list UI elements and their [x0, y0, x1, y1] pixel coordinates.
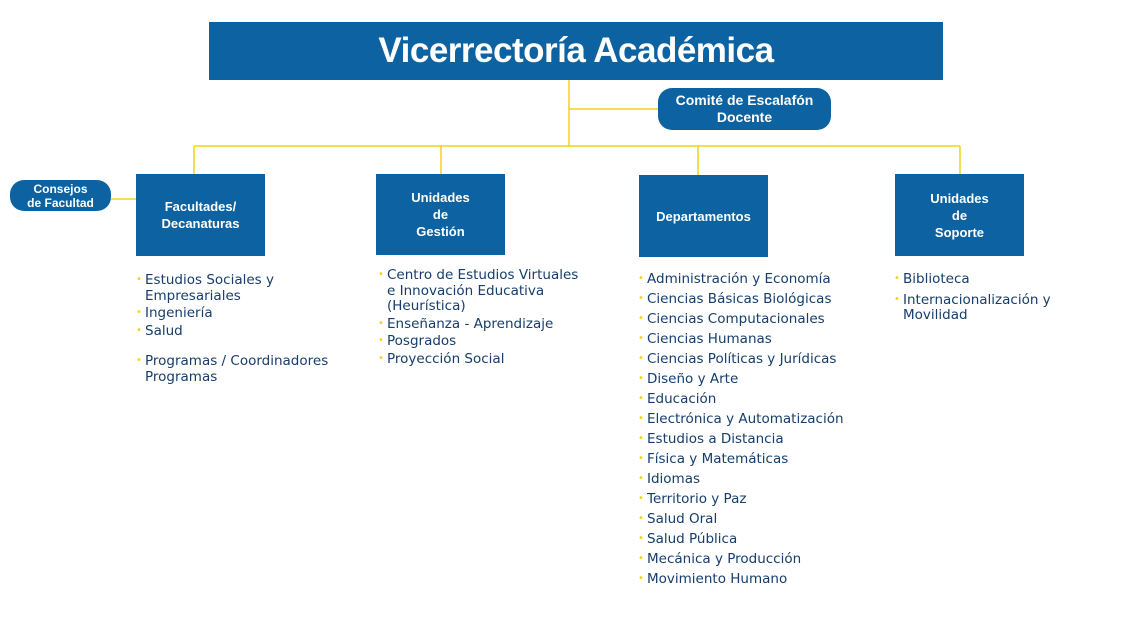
bullet-icon: • — [638, 313, 644, 324]
comite-escalafon-node: Comité de Escalafón Docente — [658, 88, 831, 130]
bullet-icon: • — [638, 553, 644, 564]
list-item — [638, 372, 868, 388]
list-item — [378, 268, 588, 315]
list-item-label: Idiomas — [647, 471, 701, 487]
bullet-icon: • — [378, 269, 384, 280]
list-item-label: Biblioteca — [903, 271, 970, 287]
list-item-label: Posgrados — [387, 333, 457, 349]
list-item — [136, 306, 336, 322]
facultades-list — [136, 273, 336, 387]
list-item-label: Administración y Economía — [647, 271, 831, 287]
bullet-icon: • — [638, 393, 644, 404]
list-item-label: Enseñanza - Aprendizaje — [387, 315, 554, 332]
bullet-icon: • — [638, 333, 644, 344]
list-item — [638, 472, 868, 488]
bullet-icon: • — [136, 307, 142, 318]
list-item — [378, 352, 588, 368]
bullet-icon: • — [638, 453, 644, 464]
consejos-facultad-node: Consejos de Facultad — [10, 180, 111, 211]
bullet-icon: • — [638, 413, 644, 424]
list-item — [638, 392, 868, 408]
list-item-label: Ciencias Humanas — [647, 331, 772, 347]
bullet-icon: • — [894, 293, 900, 305]
unidades-gestion-node: Unidades de Gestión — [376, 174, 505, 255]
bullet-icon: • — [638, 533, 644, 544]
list-item-label: Ciencias Computacionales — [647, 311, 825, 327]
bullet-icon: • — [638, 573, 644, 584]
list-item — [894, 293, 1094, 324]
list-item — [378, 317, 588, 333]
list-item-label: Estudios a Distancia — [647, 431, 784, 447]
list-item-label: Salud Oral — [647, 511, 718, 527]
list-item — [894, 272, 1094, 288]
list-item-label: Ciencias Políticas y Jurídicas — [647, 351, 837, 367]
bullet-icon: • — [638, 513, 644, 524]
list-item — [638, 452, 868, 468]
list-item-label: Estudios Sociales y Empresariales — [145, 272, 274, 304]
bullet-icon: • — [136, 355, 142, 366]
bullet-icon: • — [378, 352, 384, 364]
list-item — [638, 512, 868, 528]
list-item — [638, 312, 868, 328]
list-item-label: Ingeniería — [145, 305, 213, 321]
unidades-soporte-node: Unidades de Soporte — [895, 174, 1024, 256]
facultades-node: Facultades/ Decanaturas — [136, 174, 265, 256]
unidades-gestion-list — [378, 268, 588, 369]
list-item-label: Proyección Social — [387, 350, 505, 367]
list-item — [638, 352, 868, 368]
unidades-soporte-list — [894, 272, 1094, 329]
list-item — [638, 552, 868, 568]
list-item-label: Movimiento Humano — [647, 571, 788, 587]
departamentos-node: Departamentos — [639, 175, 768, 257]
bullet-icon: • — [136, 274, 142, 285]
list-item-label: Territorio y Paz — [647, 491, 747, 507]
bullet-icon: • — [638, 293, 644, 304]
list-item — [638, 412, 868, 428]
list-item-label: Programas / Coordinadores Programas — [145, 353, 329, 385]
bullet-icon: • — [136, 324, 142, 336]
departamentos-list — [638, 272, 868, 592]
list-item-label: Ciencias Básicas Biológicas — [647, 291, 832, 307]
bullet-icon: • — [638, 273, 644, 284]
list-item — [638, 572, 868, 588]
vicerrectoria-title: Vicerrectoría Académica — [209, 22, 943, 80]
list-item — [136, 324, 336, 340]
list-item — [638, 272, 868, 288]
list-item — [136, 273, 336, 304]
list-item — [378, 334, 588, 350]
bullet-icon: • — [638, 493, 644, 504]
list-item — [638, 332, 868, 348]
bullet-icon: • — [638, 353, 644, 364]
bullet-icon: • — [638, 473, 644, 484]
list-item-label: Internacionalización y Movilidad — [903, 291, 1051, 323]
bullet-icon: • — [638, 433, 644, 444]
list-item — [638, 292, 868, 308]
list-item — [638, 532, 868, 548]
list-item-label: Física y Matemáticas — [647, 451, 789, 467]
bullet-icon: • — [378, 317, 384, 329]
list-item-label: Salud Pública — [647, 531, 738, 547]
list-item-label: Centro de Estudios Virtuales e Innovación Educativa (Heurística) — [387, 267, 579, 314]
list-item-label: Mecánica y Producción — [647, 551, 802, 567]
list-item — [638, 492, 868, 508]
list-item-label: Diseño y Arte — [647, 371, 739, 387]
bullet-icon: • — [638, 373, 644, 384]
list-item-label: Salud — [145, 322, 183, 339]
list-item-label: Educación — [647, 391, 717, 407]
bullet-icon: • — [378, 335, 384, 346]
bullet-icon: • — [894, 273, 900, 284]
list-item — [638, 432, 868, 448]
list-item-label: Electrónica y Automatización — [647, 411, 844, 427]
list-item — [136, 354, 336, 385]
